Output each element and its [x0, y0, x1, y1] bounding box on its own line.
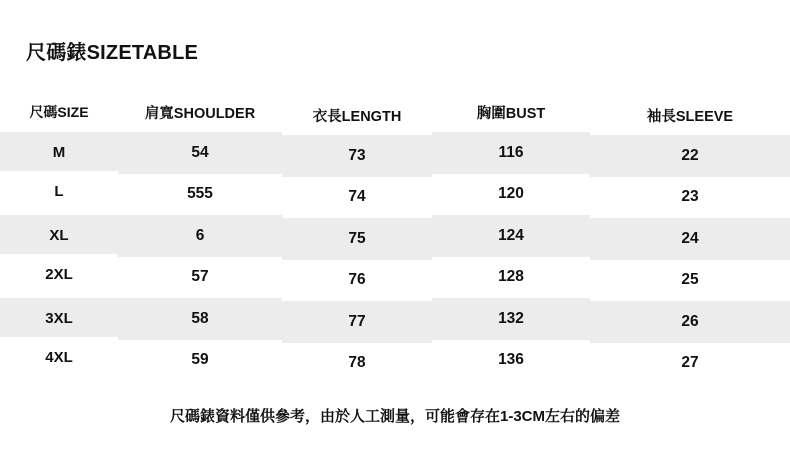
column-header-shoulder: 肩寬SHOULDER	[118, 92, 282, 132]
cell-size: M	[0, 132, 118, 174]
cell-sleeve: 23	[590, 177, 790, 219]
cell-sleeve: 25	[590, 260, 790, 302]
page-title: 尺碼錶SIZETABLE	[26, 42, 199, 64]
cell-size: XL	[0, 215, 118, 257]
cell-bust: 120	[432, 174, 590, 216]
cell-bust: 132	[432, 298, 590, 340]
cell-length: 76	[282, 260, 432, 302]
cell-shoulder: 58	[118, 298, 282, 340]
cell-shoulder: 57	[118, 257, 282, 299]
column-header-length: 衣長LENGTH	[282, 95, 432, 135]
cell-size: 3XL	[0, 298, 118, 340]
column-header-sleeve: 袖長SLEEVE	[590, 95, 790, 135]
cell-bust: 124	[432, 215, 590, 257]
table-header	[0, 92, 790, 132]
cell-size: L	[0, 171, 118, 213]
table-header-row	[0, 92, 790, 132]
table-row	[0, 298, 790, 340]
cell-size: 4XL	[0, 337, 118, 379]
table-body	[0, 132, 790, 381]
cell-sleeve: 27	[590, 343, 790, 385]
cell-sleeve: 26	[590, 301, 790, 343]
cell-sleeve: 24	[590, 218, 790, 260]
size-table	[0, 92, 790, 381]
cell-length: 77	[282, 301, 432, 343]
column-header-size: 尺碼SIZE	[0, 92, 118, 132]
table-row	[0, 340, 790, 382]
cell-length: 75	[282, 218, 432, 260]
measurement-note: 尺碼錶資料僅供參考，由於人工測量，可能會存在1-3CM左右的偏差	[169, 408, 620, 425]
table-row	[0, 174, 790, 216]
table-row	[0, 215, 790, 257]
cell-shoulder: 6	[118, 215, 282, 257]
cell-sleeve: 22	[590, 135, 790, 177]
cell-bust: 136	[432, 340, 590, 382]
column-header-bust: 胸圍BUST	[432, 92, 590, 132]
cell-length: 73	[282, 135, 432, 177]
cell-bust: 128	[432, 257, 590, 299]
cell-shoulder: 59	[118, 340, 282, 382]
cell-shoulder: 555	[118, 174, 282, 216]
cell-shoulder: 54	[118, 132, 282, 174]
cell-size: 2XL	[0, 254, 118, 296]
cell-length: 74	[282, 177, 432, 219]
table-row	[0, 132, 790, 174]
table-row	[0, 257, 790, 299]
cell-bust: 116	[432, 132, 590, 174]
cell-length: 78	[282, 343, 432, 385]
